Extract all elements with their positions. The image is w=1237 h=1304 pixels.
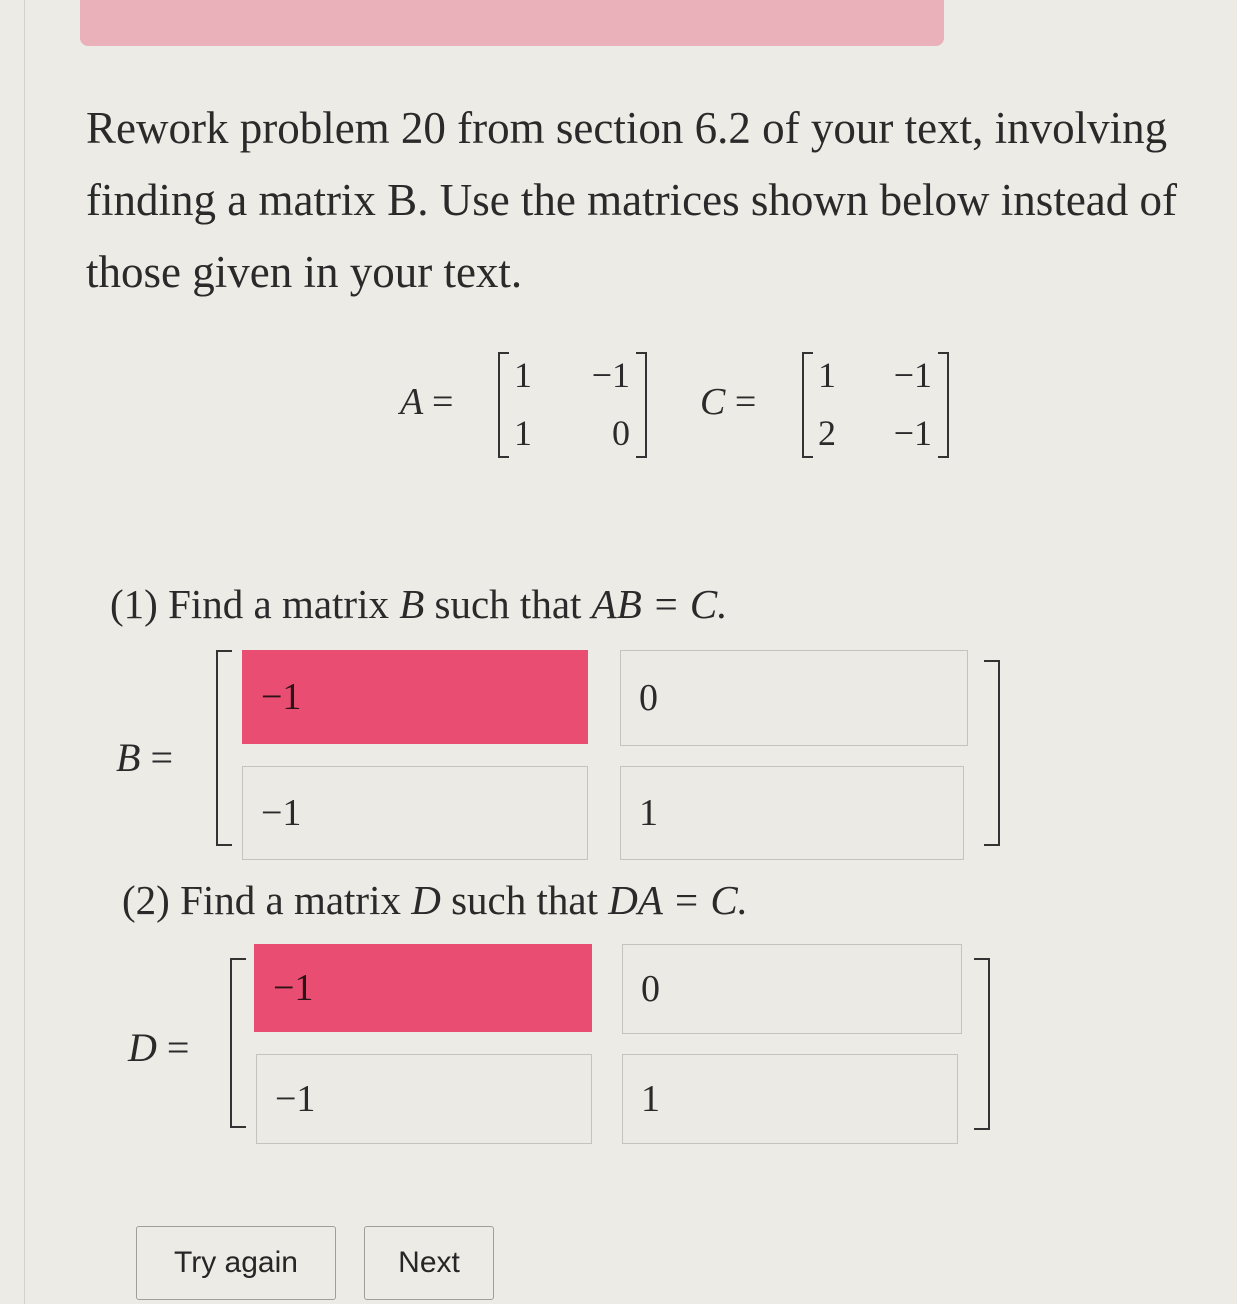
left-divider xyxy=(24,0,25,1304)
matrix-d-right-bracket xyxy=(974,958,990,1130)
prompt-line-2: finding a matrix B. Use the matrices shown below instead of xyxy=(86,175,1178,225)
matrix-c-cell: 1 xyxy=(818,355,836,395)
entry-value: 1 xyxy=(639,792,658,834)
entry-value: −1 xyxy=(261,676,302,718)
matrix-c-cell: 2 xyxy=(818,413,836,453)
matrix-b-entry-r2c2[interactable] xyxy=(620,766,964,860)
matrix-d-entry-r1c2[interactable] xyxy=(622,944,962,1034)
matrix-a-cell: 0 xyxy=(612,413,630,453)
matrix-d-entry-r2c2[interactable] xyxy=(622,1054,958,1144)
matrix-d-entry-r1c1[interactable] xyxy=(254,944,592,1032)
matrix-b-entry-r1c1[interactable] xyxy=(242,650,588,744)
try-again-button[interactable]: Try again xyxy=(136,1226,336,1300)
next-button[interactable]: Next xyxy=(364,1226,494,1300)
question-2: (2) Find a matrix D such that DA = C. xyxy=(122,877,748,923)
matrix-a-label: A = xyxy=(400,381,454,423)
matrix-b-label: B = xyxy=(116,735,173,780)
problem-prompt xyxy=(86,92,1237,308)
entry-value: −1 xyxy=(275,1078,316,1120)
matrix-b-entry-r2c1[interactable] xyxy=(242,766,588,860)
matrix-b-right-bracket xyxy=(984,660,1000,846)
matrix-c-right-bracket xyxy=(938,352,949,458)
matrix-a-cell: 1 xyxy=(514,355,532,395)
matrix-a-cell: 1 xyxy=(514,413,532,453)
prompt-line-3: those given in your text. xyxy=(86,247,523,297)
matrix-c-cell: −1 xyxy=(893,355,932,395)
matrix-b-entry-r1c2[interactable] xyxy=(620,650,968,746)
matrix-a-cell: −1 xyxy=(591,355,630,395)
entry-value: 1 xyxy=(641,1078,660,1120)
entry-value: 0 xyxy=(639,677,658,719)
prompt-line-1: Rework problem 20 from section 6.2 of your text, involving xyxy=(86,103,1168,153)
question-1: (1) Find a matrix B such that AB = C. xyxy=(110,581,728,627)
matrix-a xyxy=(400,350,660,460)
entry-value: −1 xyxy=(273,967,314,1009)
matrix-d-left-bracket xyxy=(230,958,246,1128)
matrix-d-label: D = xyxy=(128,1025,190,1070)
entry-value: 0 xyxy=(641,968,660,1010)
matrix-b-left-bracket xyxy=(216,650,232,846)
feedback-banner xyxy=(80,0,944,46)
entry-value: −1 xyxy=(261,792,302,834)
matrix-a-right-bracket xyxy=(636,352,647,458)
matrix-c-cell: −1 xyxy=(893,413,932,453)
matrix-d-entry-r2c1[interactable] xyxy=(256,1054,592,1144)
matrix-c xyxy=(700,350,960,460)
matrix-c-label: C = xyxy=(700,381,757,423)
